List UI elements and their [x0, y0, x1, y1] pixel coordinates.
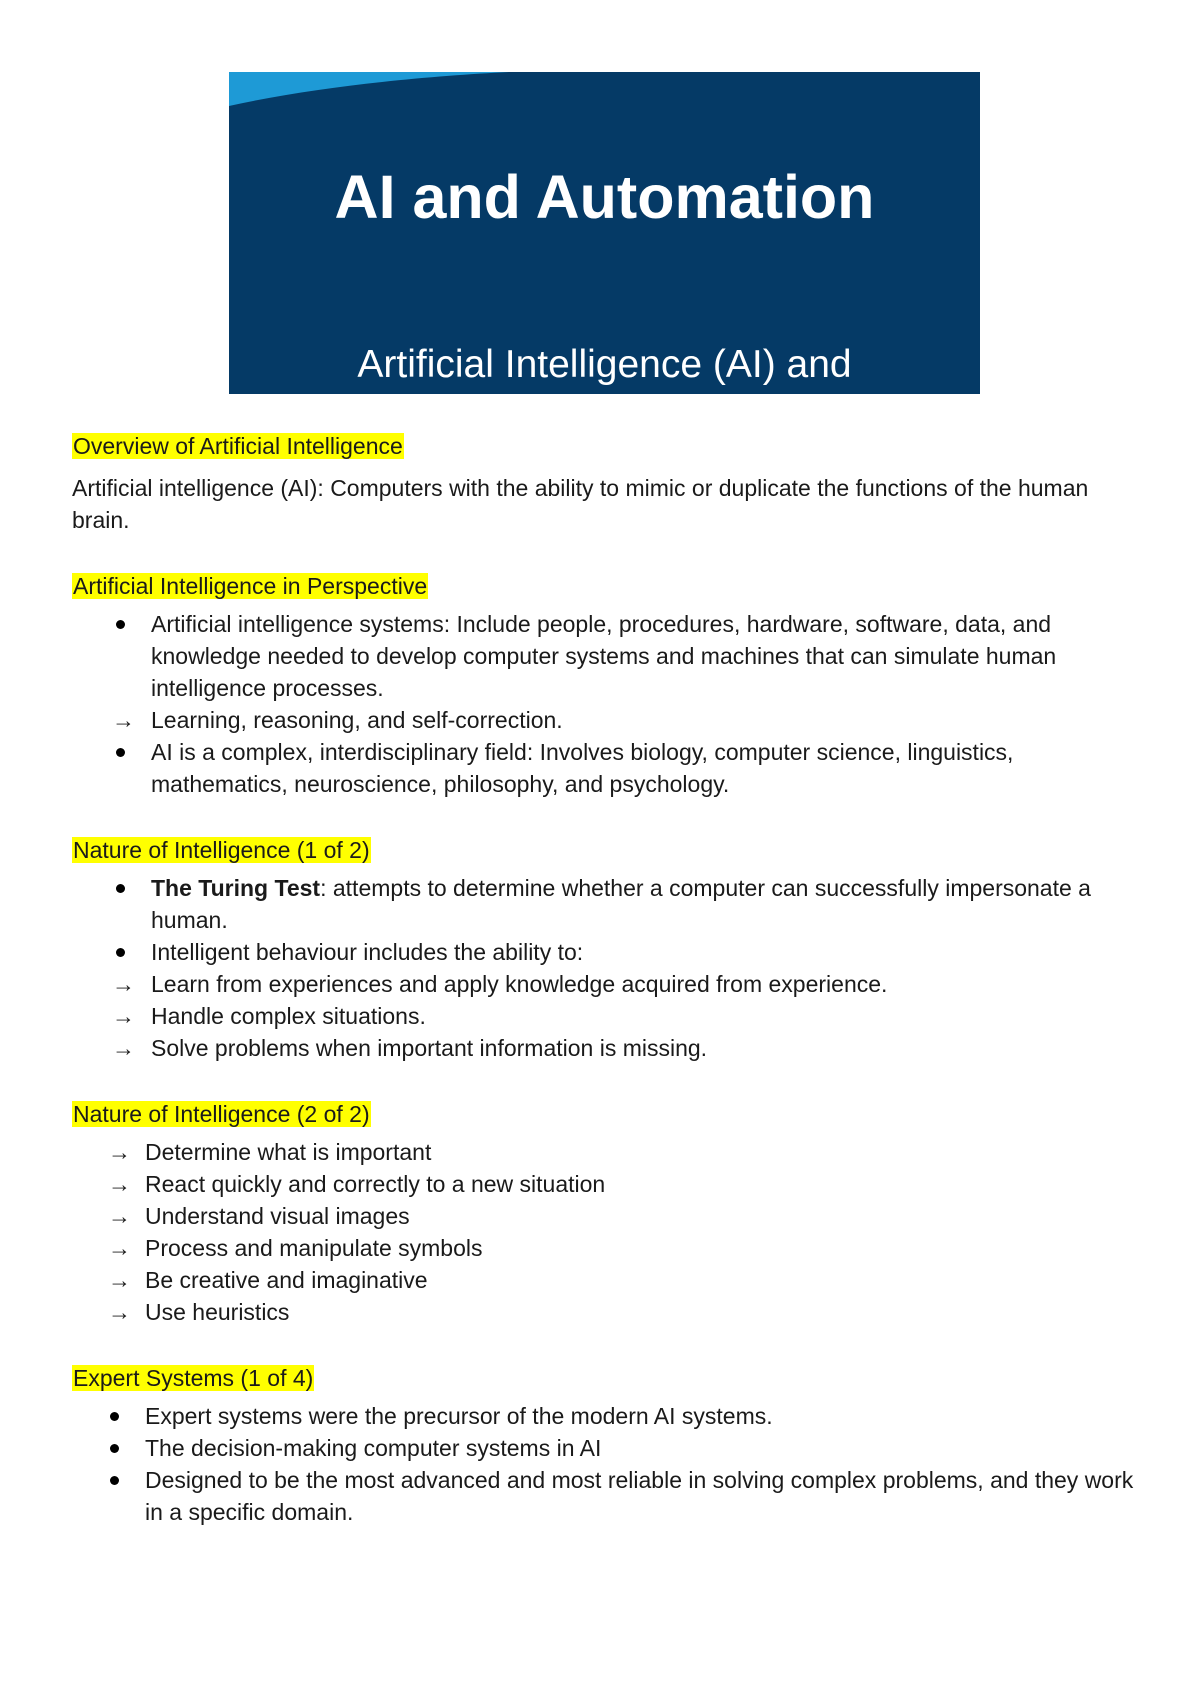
banner-accent-stripe	[229, 72, 980, 108]
section-heading-nature-2: Nature of Intelligence (2 of 2)	[73, 1101, 370, 1127]
section-heading-perspective: Artificial Intelligence in Perspective	[73, 573, 428, 599]
section-heading-overview: Overview of Artificial Intelligence	[73, 433, 403, 459]
banner-subtitle-line2: Automation	[505, 389, 704, 432]
bullet-icon	[116, 620, 125, 629]
bullet-icon	[116, 884, 125, 893]
list-item: Artificial intelligence systems: Include people, procedures, hardware, software, data, and knowledge needed to develop computer systems and machines that can simulate human intelligence processes.	[72, 608, 1142, 704]
list-item: The Turing Test: attempts to determine whether a computer can successfully impersonate a human.	[72, 872, 1142, 936]
arrow-icon: →	[108, 1171, 131, 1197]
arrow-icon: →	[112, 707, 135, 733]
bullet-icon	[110, 1476, 119, 1485]
arrow-icon: →	[112, 1035, 135, 1061]
nature-2-list	[72, 1136, 1142, 1328]
section-heading-expert-systems: Expert Systems (1 of 4)	[73, 1365, 314, 1391]
list-item: → Handle complex situations.	[72, 1000, 1142, 1032]
overview-definition: Artificial intelligence (AI): Computers with the ability to mimic or duplicate the functions of the human brain.	[72, 475, 1089, 533]
list-item: → Be creative and imaginative	[72, 1264, 1142, 1296]
banner-subtitle	[229, 342, 980, 434]
bullet-icon	[110, 1412, 119, 1421]
arrow-icon: →	[108, 1267, 131, 1293]
perspective-list	[72, 608, 1142, 800]
list-item: → Use heuristics	[72, 1296, 1142, 1328]
arrow-icon: →	[112, 971, 135, 997]
title-banner	[229, 72, 980, 432]
list-item: → React quickly and correctly to a new situation	[72, 1168, 1142, 1200]
document-body	[72, 430, 1142, 1528]
list-item: The decision-making computer systems in AI	[72, 1432, 1142, 1464]
list-item: → Process and manipulate symbols	[72, 1232, 1142, 1264]
arrow-icon: →	[108, 1299, 131, 1325]
bullet-icon	[110, 1444, 119, 1453]
list-item: → Determine what is important	[72, 1136, 1142, 1168]
arrow-icon: →	[112, 1003, 135, 1029]
list-item: Expert systems were the precursor of the modern AI systems.	[72, 1400, 1142, 1432]
arrow-icon: →	[108, 1139, 131, 1165]
bullet-icon	[116, 948, 125, 957]
turing-test-term: The Turing Test	[151, 875, 321, 901]
list-item: AI is a complex, interdisciplinary field: Involves biology, computer science, linguistics, mathematics, neuroscience, philosophy, and psychology.	[72, 736, 1142, 800]
bullet-icon	[116, 748, 125, 757]
arrow-icon: →	[108, 1235, 131, 1261]
list-item: → Understand visual images	[72, 1200, 1142, 1232]
banner-subtitle-line1: Artificial Intelligence (AI) and	[357, 343, 852, 386]
arrow-icon: →	[108, 1203, 131, 1229]
banner-title: AI and Automation	[334, 163, 875, 231]
list-item: → Learning, reasoning, and self-correction.	[72, 704, 1142, 736]
list-item: Designed to be the most advanced and most reliable in solving complex problems, and they work in a specific domain.	[72, 1464, 1142, 1528]
expert-systems-list	[72, 1400, 1142, 1528]
nature-1-list	[72, 872, 1142, 1064]
section-heading-nature-1: Nature of Intelligence (1 of 2)	[73, 837, 370, 863]
list-item: → Solve problems when important information is missing.	[72, 1032, 1142, 1064]
list-item: → Learn from experiences and apply knowledge acquired from experience.	[72, 968, 1142, 1000]
list-item: Intelligent behaviour includes the ability to:	[72, 936, 1142, 968]
